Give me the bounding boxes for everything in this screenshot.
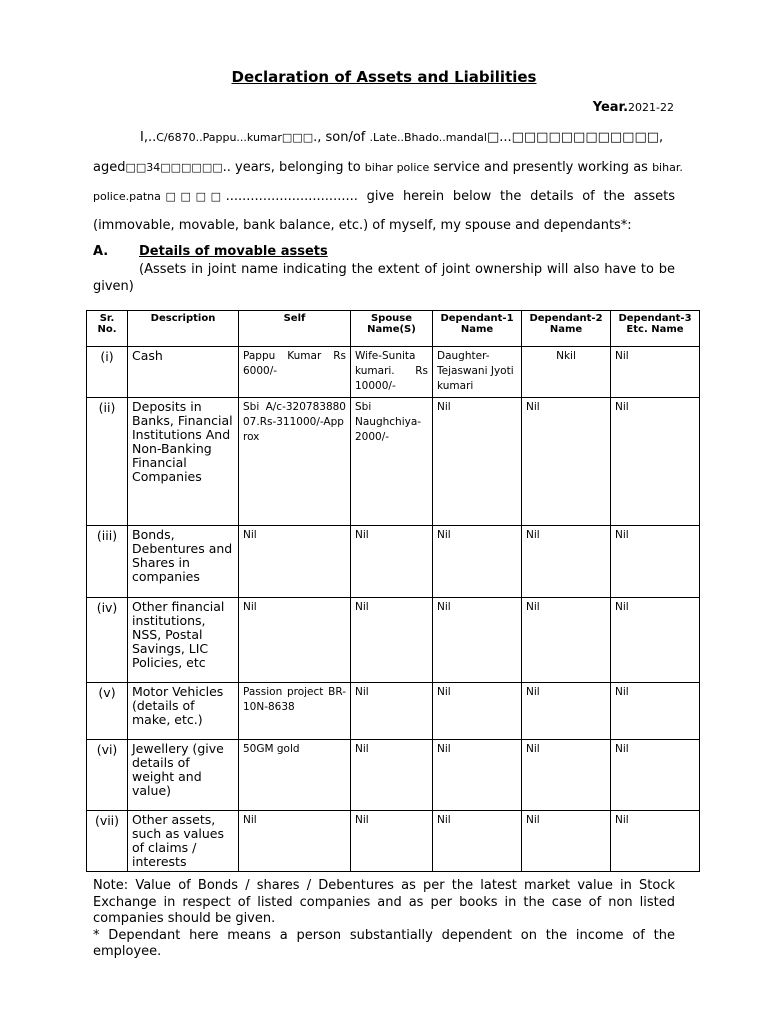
cell-dependant-3: Nil	[611, 683, 700, 740]
cell-self: 50GM gold	[239, 740, 351, 811]
table-row	[87, 347, 700, 398]
cell-self: Nil	[239, 526, 351, 598]
cell-spouse: Nil	[351, 740, 433, 811]
cell-self: Sbi A/c-32078388007.Rs-311000/-Approx	[239, 398, 351, 526]
cell-dependant-2: Nkil	[522, 347, 611, 398]
decl-aged: aged	[93, 160, 126, 175]
decl-name: C/6870..Pappu...kumar	[156, 131, 282, 144]
decl-sonof: ., son/of	[313, 130, 366, 145]
cell-dependant-1: Nil	[433, 398, 522, 526]
header-sr-no: Sr. No.	[87, 311, 128, 347]
cell-dependant-2: Nil	[522, 398, 611, 526]
table-row	[87, 398, 700, 526]
decl-dots: ................................	[225, 189, 358, 204]
section-a-note: (Assets in joint name indicating the extent of joint ownership will also have to be given)	[93, 262, 675, 294]
table-row	[87, 740, 700, 811]
cell-sr: (iii)	[87, 526, 128, 598]
cell-spouse: Wife-Sunita kumari. Rs 10000/-	[351, 347, 433, 398]
cell-dependant-2: Nil	[522, 683, 611, 740]
year-line	[593, 100, 674, 115]
cell-description: Other assets, such as values of claims / interests	[128, 811, 239, 872]
footnotes	[93, 878, 675, 961]
cell-spouse: Nil	[351, 598, 433, 683]
cell-self: Nil	[239, 598, 351, 683]
cell-dependant-3: Nil	[611, 347, 700, 398]
cell-self: Passion project BR-10N-8638	[239, 683, 351, 740]
header-spouse: Spouse Name(S)	[351, 311, 433, 347]
declaration-line-3	[93, 189, 675, 204]
cell-description: Jewellery (give details of weight and value)	[128, 740, 239, 811]
cell-dependant-3: Nil	[611, 811, 700, 872]
cell-dependant-1: Nil	[433, 598, 522, 683]
cell-sr: (iv)	[87, 598, 128, 683]
cell-description: Bonds, Debentures and Shares in companies	[128, 526, 239, 598]
cell-dependant-3: Nil	[611, 740, 700, 811]
cell-description: Cash	[128, 347, 239, 398]
cell-description: Deposits in Banks, Financial Institutions And Non-Banking Financial Companies	[128, 398, 239, 526]
header-description: Description	[128, 311, 239, 347]
decl-place: bihar.	[652, 161, 683, 174]
cell-dependant-1: Nil	[433, 740, 522, 811]
section-a-heading	[93, 244, 328, 259]
decl-prefix: I,..	[140, 130, 157, 145]
section-a-title: Details of movable assets	[139, 244, 328, 259]
table-row	[87, 526, 700, 598]
decl-age: □□34□□□□□□	[125, 161, 223, 174]
table-row	[87, 598, 700, 683]
cell-spouse: Nil	[351, 683, 433, 740]
declaration-line-4: (immovable, movable, bank balance, etc.) of myself, my spouse and dependants*:	[93, 218, 632, 233]
cell-sr: (vi)	[87, 740, 128, 811]
cell-dependant-3: Nil	[611, 398, 700, 526]
cell-sr: (v)	[87, 683, 128, 740]
table-row	[87, 811, 700, 872]
cell-description: Motor Vehicles (details of make, etc.)	[128, 683, 239, 740]
section-a-label: A.	[93, 244, 109, 259]
header-dependant-2: Dependant-2 Name	[522, 311, 611, 347]
cell-dependant-1: Nil	[433, 526, 522, 598]
cell-sr: (vii)	[87, 811, 128, 872]
cell-spouse: Sbi Naughchiya-2000/-	[351, 398, 433, 526]
document-title: Declaration of Assets and Liabilities	[231, 68, 537, 86]
cell-dependant-2: Nil	[522, 811, 611, 872]
declaration-line-1	[93, 130, 675, 145]
decl-boxes-1: □□□	[281, 131, 314, 144]
cell-self: Pappu Kumar Rs 6000/-	[239, 347, 351, 398]
footnote-dependant: * Dependant here means a person substantially dependent on the income of the employee.	[93, 927, 675, 959]
cell-spouse: Nil	[351, 526, 433, 598]
cell-self: Nil	[239, 811, 351, 872]
movable-assets-table	[86, 310, 700, 872]
declaration-line-2	[93, 160, 683, 175]
decl-boxes-3: □□□□	[160, 190, 226, 203]
cell-sr: (ii)	[87, 398, 128, 526]
cell-dependant-3: Nil	[611, 526, 700, 598]
cell-dependant-1: Nil	[433, 811, 522, 872]
cell-dependant-3: Nil	[611, 598, 700, 683]
cell-dependant-2: Nil	[522, 598, 611, 683]
header-dependant-3: Dependant-3 Etc. Name	[611, 311, 700, 347]
header-dependant-1: Dependant-1 Name	[433, 311, 522, 347]
cell-spouse: Nil	[351, 811, 433, 872]
decl-years: .. years, belonging to	[222, 160, 361, 175]
year-label: Year.	[592, 100, 629, 115]
year-value: 2021-22	[628, 101, 674, 114]
decl-place-2: police.patna	[93, 190, 161, 203]
decl-father: .Late..Bhado..mandal	[369, 131, 487, 144]
table-header-row	[87, 311, 700, 347]
decl-boxes-2: □...□□□□□□□□□□□□,	[486, 130, 664, 145]
decl-working: service and presently working as	[433, 160, 648, 175]
footnote-valuation: Note: Value of Bonds / shares / Debentures as per the latest market value in Stock Exchange in respect of listed companies and as per books in the case of non listed companies should be given.	[93, 878, 675, 926]
cell-dependant-1: Daughter-Tejaswani Jyoti kumari	[433, 347, 522, 398]
decl-give-text: give herein below the details of the assets	[366, 189, 675, 204]
cell-sr: (i)	[87, 347, 128, 398]
decl-service: bihar police	[364, 161, 430, 174]
cell-dependant-2: Nil	[522, 526, 611, 598]
table-row	[87, 683, 700, 740]
cell-dependant-2: Nil	[522, 740, 611, 811]
cell-dependant-1: Nil	[433, 683, 522, 740]
header-self: Self	[239, 311, 351, 347]
cell-description: Other financial institutions, NSS, Postal Savings, LIC Policies, etc	[128, 598, 239, 683]
